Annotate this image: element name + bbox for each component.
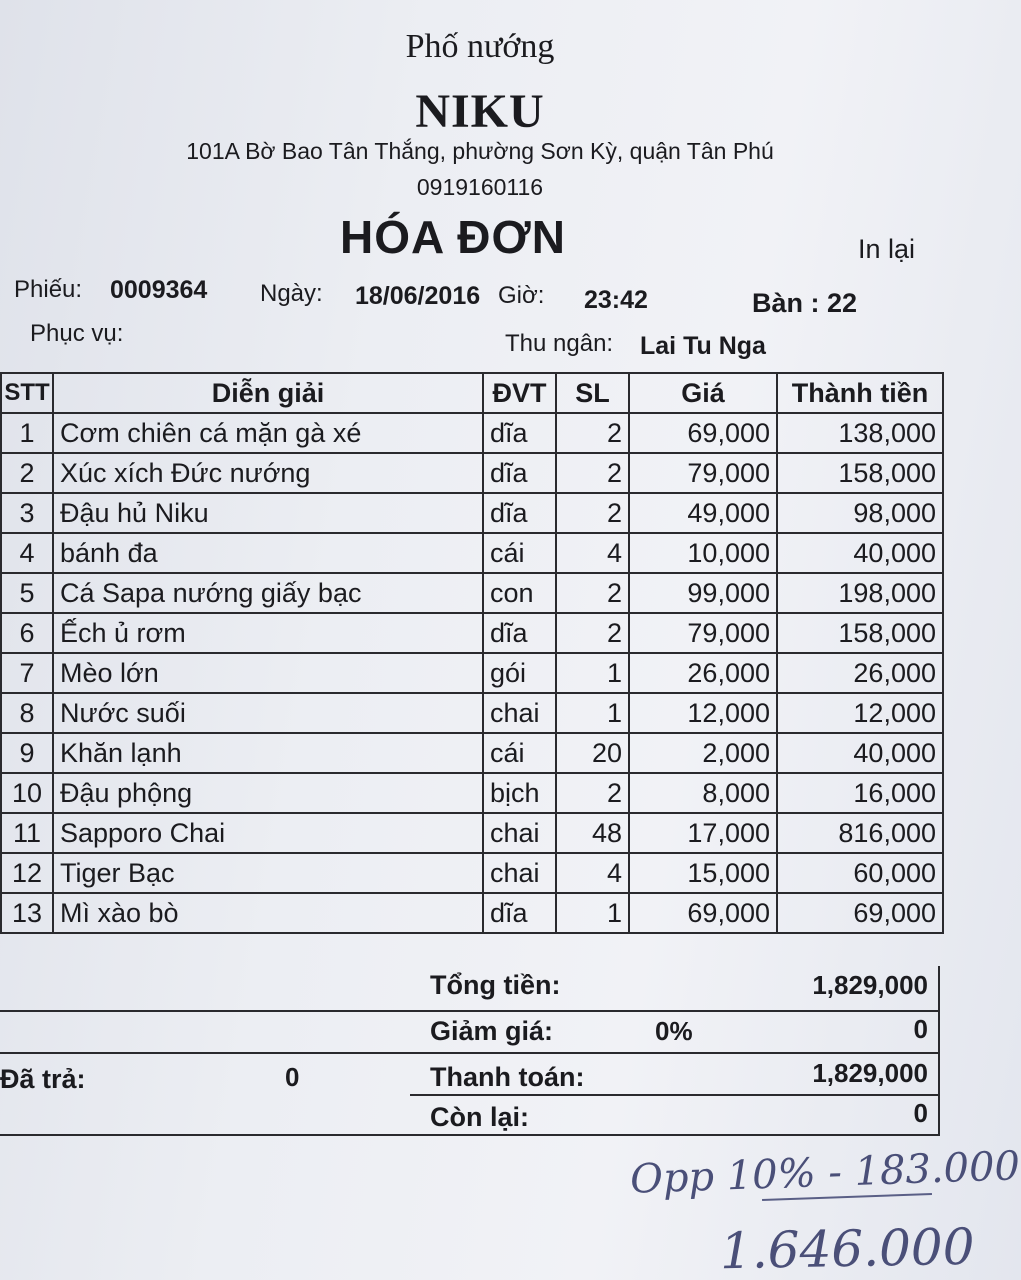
item-description: Đậu phộng bbox=[53, 773, 483, 813]
reprint-label: In lại bbox=[858, 234, 916, 264]
item-description: Mì xào bò bbox=[53, 893, 483, 933]
item-price: 26,000 bbox=[629, 653, 777, 693]
paid-label: Đã trả: bbox=[0, 1064, 86, 1094]
table-row bbox=[1, 493, 943, 533]
item-index: 8 bbox=[1, 693, 53, 733]
total-value: 1,829,000 bbox=[812, 970, 928, 1000]
item-description: Nước suối bbox=[53, 693, 483, 733]
col-header-stt: STT bbox=[1, 373, 53, 413]
table-row bbox=[1, 853, 943, 893]
item-unit: dĩa bbox=[483, 493, 556, 533]
handwritten-final-total: 1.646.000 bbox=[719, 1217, 975, 1280]
col-header-unit: ĐVT bbox=[483, 373, 556, 413]
col-header-price: Giá bbox=[629, 373, 777, 413]
item-price: 79,000 bbox=[629, 613, 777, 653]
item-index: 1 bbox=[1, 413, 53, 453]
item-amount: 16,000 bbox=[777, 773, 943, 813]
brand-name: NIKU bbox=[415, 85, 545, 138]
item-unit: chai bbox=[483, 853, 556, 893]
item-amount: 26,000 bbox=[777, 653, 943, 693]
item-unit: dĩa bbox=[483, 613, 556, 653]
item-amount: 60,000 bbox=[777, 853, 943, 893]
col-header-description: Diễn giải bbox=[53, 373, 483, 413]
restaurant-phone: 0919160116 bbox=[416, 174, 544, 200]
item-quantity: 2 bbox=[556, 773, 629, 813]
item-unit: chai bbox=[483, 813, 556, 853]
item-price: 10,000 bbox=[629, 533, 777, 573]
item-unit: gói bbox=[483, 653, 556, 693]
item-quantity: 2 bbox=[556, 573, 629, 613]
item-amount: 40,000 bbox=[777, 533, 943, 573]
payable-label: Thanh toán: bbox=[430, 1062, 585, 1092]
item-unit: cái bbox=[483, 733, 556, 773]
table-row bbox=[1, 413, 943, 453]
item-description: Cơm chiên cá mặn gà xé bbox=[53, 413, 483, 453]
item-amount: 158,000 bbox=[777, 453, 943, 493]
table-row bbox=[1, 693, 943, 733]
col-header-amount: Thành tiền bbox=[777, 373, 943, 413]
server-label: Phục vụ: bbox=[30, 320, 124, 347]
discount-label: Giảm giá: bbox=[430, 1016, 554, 1046]
item-index: 10 bbox=[1, 773, 53, 813]
brand-prefix: Phố nướng bbox=[405, 28, 555, 65]
item-amount: 40,000 bbox=[777, 733, 943, 773]
table-header-row bbox=[1, 373, 943, 413]
item-description: Sapporo Chai bbox=[53, 813, 483, 853]
table-row bbox=[1, 573, 943, 613]
item-quantity: 4 bbox=[556, 533, 629, 573]
item-description: Ếch ủ rơm bbox=[53, 613, 483, 653]
remaining-value: 0 bbox=[913, 1098, 928, 1128]
date-label: Ngày: bbox=[260, 280, 323, 307]
total-label: Tổng tiền: bbox=[430, 970, 561, 1000]
summary-block bbox=[0, 966, 940, 1136]
discount-value: 0 bbox=[913, 1014, 928, 1044]
item-index: 2 bbox=[1, 453, 53, 493]
item-description: Khăn lạnh bbox=[53, 733, 483, 773]
item-description: Xúc xích Đức nướng bbox=[53, 453, 483, 493]
item-quantity: 2 bbox=[556, 493, 629, 533]
item-index: 11 bbox=[1, 813, 53, 853]
item-index: 4 bbox=[1, 533, 53, 573]
cashier-label: Thu ngân: bbox=[505, 330, 614, 357]
table-number: Bàn : 22 bbox=[752, 288, 858, 318]
item-quantity: 48 bbox=[556, 813, 629, 853]
time-label: Giờ: bbox=[498, 282, 545, 309]
item-quantity: 2 bbox=[556, 613, 629, 653]
item-amount: 158,000 bbox=[777, 613, 943, 653]
item-index: 6 bbox=[1, 613, 53, 653]
item-price: 79,000 bbox=[629, 453, 777, 493]
item-unit: bịch bbox=[483, 773, 556, 813]
item-price: 49,000 bbox=[629, 493, 777, 533]
table-row bbox=[1, 893, 943, 933]
discount-percent: 0% bbox=[655, 1016, 693, 1046]
item-unit: dĩa bbox=[483, 413, 556, 453]
item-description: bánh đa bbox=[53, 533, 483, 573]
table-row bbox=[1, 533, 943, 573]
item-index: 7 bbox=[1, 653, 53, 693]
items-table bbox=[0, 372, 944, 934]
item-price: 17,000 bbox=[629, 813, 777, 853]
item-price: 69,000 bbox=[629, 413, 777, 453]
item-index: 9 bbox=[1, 733, 53, 773]
item-price: 69,000 bbox=[629, 893, 777, 933]
item-amount: 69,000 bbox=[777, 893, 943, 933]
ticket-number: 0009364 bbox=[110, 276, 208, 304]
item-quantity: 1 bbox=[556, 653, 629, 693]
item-index: 5 bbox=[1, 573, 53, 613]
remaining-label: Còn lại: bbox=[430, 1102, 529, 1132]
item-quantity: 4 bbox=[556, 853, 629, 893]
cashier-name: Lai Tu Nga bbox=[640, 332, 766, 360]
item-description: Cá Sapa nướng giấy bạc bbox=[53, 573, 483, 613]
item-index: 3 bbox=[1, 493, 53, 533]
item-amount: 198,000 bbox=[777, 573, 943, 613]
ticket-label: Phiếu: bbox=[14, 276, 83, 303]
item-price: 99,000 bbox=[629, 573, 777, 613]
table-row bbox=[1, 453, 943, 493]
item-unit: chai bbox=[483, 693, 556, 733]
handwritten-discount-note: Opp 10% - 183.000 bbox=[629, 1143, 1021, 1203]
item-unit: con bbox=[483, 573, 556, 613]
table-row bbox=[1, 773, 943, 813]
invoice-title: HÓA ĐƠN bbox=[340, 211, 566, 263]
item-quantity: 1 bbox=[556, 693, 629, 733]
col-header-quantity: SL bbox=[556, 373, 629, 413]
item-unit: cái bbox=[483, 533, 556, 573]
item-quantity: 2 bbox=[556, 453, 629, 493]
payable-value: 1,829,000 bbox=[812, 1058, 928, 1088]
table-row bbox=[1, 733, 943, 773]
table-row bbox=[1, 813, 943, 853]
paid-value: 0 bbox=[285, 1062, 300, 1092]
item-quantity: 20 bbox=[556, 733, 629, 773]
item-price: 2,000 bbox=[629, 733, 777, 773]
item-unit: dĩa bbox=[483, 893, 556, 933]
item-description: Đậu hủ Niku bbox=[53, 493, 483, 533]
item-quantity: 1 bbox=[556, 893, 629, 933]
item-quantity: 2 bbox=[556, 413, 629, 453]
item-description: Mèo lớn bbox=[53, 653, 483, 693]
table-row bbox=[1, 653, 943, 693]
table-row bbox=[1, 613, 943, 653]
item-index: 12 bbox=[1, 853, 53, 893]
item-amount: 12,000 bbox=[777, 693, 943, 733]
invoice-time: 23:42 bbox=[584, 286, 648, 314]
item-amount: 98,000 bbox=[777, 493, 943, 533]
invoice-date: 18/06/2016 bbox=[355, 282, 481, 310]
item-amount: 138,000 bbox=[777, 413, 943, 453]
restaurant-address: 101A Bờ Bao Tân Thắng, phường Sơn Kỳ, quận Tân Phú bbox=[186, 138, 774, 164]
item-description: Tiger Bạc bbox=[53, 853, 483, 893]
item-index: 13 bbox=[1, 893, 53, 933]
item-price: 15,000 bbox=[629, 853, 777, 893]
item-unit: dĩa bbox=[483, 453, 556, 493]
item-price: 12,000 bbox=[629, 693, 777, 733]
item-amount: 816,000 bbox=[777, 813, 943, 853]
item-price: 8,000 bbox=[629, 773, 777, 813]
items-body bbox=[1, 413, 943, 933]
